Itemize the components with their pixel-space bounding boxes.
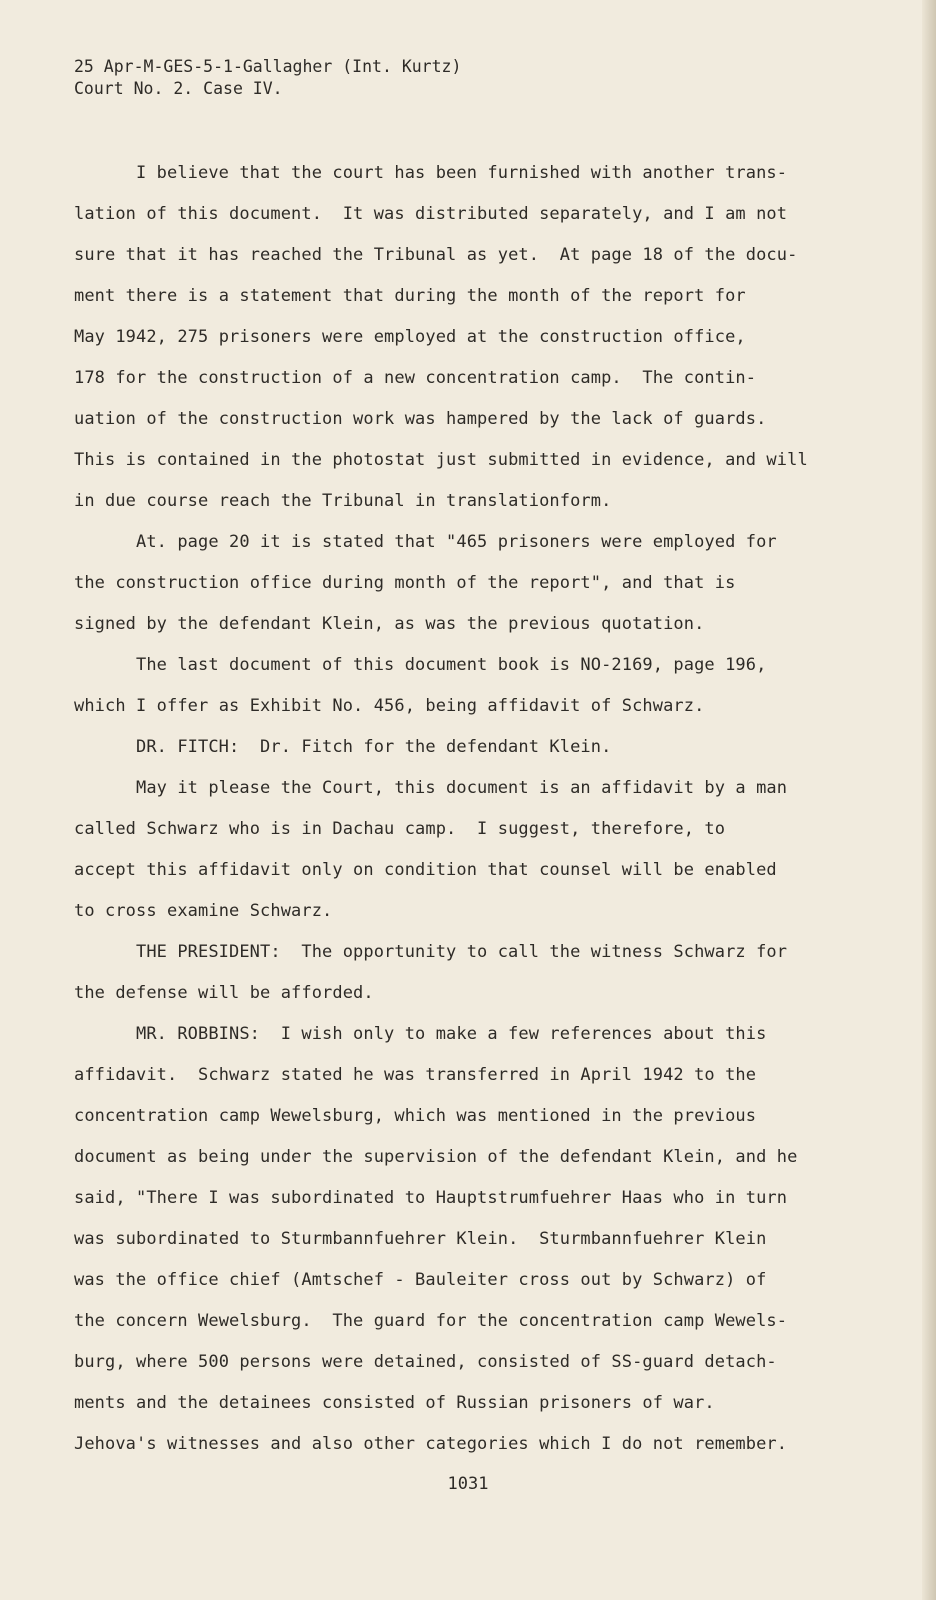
- transcript-body: [74, 153, 834, 1465]
- text-line: ment there is a statement that during the month of the report for: [74, 286, 746, 306]
- text-line: ments and the detainees consisted of Russian prisoners of war.: [74, 1393, 715, 1413]
- text-line: was the office chief (Amtschef - Bauleiter cross out by Schwarz) of: [74, 1270, 767, 1290]
- text-line: May it please the Court, this document is an affidavit by a man: [136, 778, 788, 798]
- text-line: was subordinated to Sturmbannfuehrer Klein. Sturmbannfuehrer Klein: [74, 1229, 767, 1249]
- text-line: concentration camp Wewelsburg, which was mentioned in the previous: [74, 1106, 757, 1126]
- text-line: the defense will be afforded.: [74, 983, 374, 1003]
- text-line: accept this affidavit only on condition that counsel will be enabled: [74, 860, 777, 880]
- text-line: the concern Wewelsburg. The guard for the concentration camp Wewels-: [74, 1311, 788, 1331]
- document-header: [74, 56, 461, 100]
- text-line: the construction office during month of the report", and that is: [74, 573, 736, 593]
- text-line: uation of the construction work was hampered by the lack of guards.: [74, 409, 767, 429]
- text-line: THE PRESIDENT: The opportunity to call the witness Schwarz for: [136, 942, 788, 962]
- text-line: called Schwarz who is in Dachau camp. I suggest, therefore, to: [74, 819, 726, 839]
- text-line: which I offer as Exhibit No. 456, being affidavit of Schwarz.: [74, 696, 705, 716]
- text-line: May 1942, 275 prisoners were employed at the construction office,: [74, 327, 746, 347]
- text-line: sure that it has reached the Tribunal as yet. At page 18 of the docu-: [74, 245, 798, 265]
- text-line: affidavit. Schwarz stated he was transferred in April 1942 to the: [74, 1065, 757, 1085]
- text-line: in due course reach the Tribunal in translationform.: [74, 491, 612, 511]
- header-line-2: Court No. 2. Case IV.: [74, 79, 283, 98]
- text-line: said, "There I was subordinated to Hauptstrumfuehrer Haas who in turn: [74, 1188, 788, 1208]
- text-line: I believe that the court has been furnished with another trans-: [136, 163, 788, 183]
- header-line-1: 25 Apr-M-GES-5-1-Gallagher (Int. Kurtz): [74, 57, 462, 76]
- text-line: The last document of this document book is NO-2169, page 196,: [136, 655, 767, 675]
- text-line: lation of this document. It was distributed separately, and I am not: [74, 204, 788, 224]
- text-line: 178 for the construction of a new concentration camp. The contin-: [74, 368, 757, 388]
- text-line: At. page 20 it is stated that "465 prisoners were employed for: [136, 532, 777, 552]
- text-line: document as being under the supervision of the defendant Klein, and he: [74, 1147, 798, 1167]
- text-line: to cross examine Schwarz.: [74, 901, 333, 921]
- page-edge: [922, 0, 936, 1600]
- text-line: MR. ROBBINS: I wish only to make a few references about this: [136, 1024, 767, 1044]
- text-line: burg, where 500 persons were detained, consisted of SS-guard detach-: [74, 1352, 777, 1372]
- text-line: Jehova's witnesses and also other categories which I do not remember.: [74, 1434, 788, 1454]
- text-line: This is contained in the photostat just submitted in evidence, and will: [74, 450, 808, 470]
- text-line: signed by the defendant Klein, as was the previous quotation.: [74, 614, 705, 634]
- text-line: DR. FITCH: Dr. Fitch for the defendant Klein.: [136, 737, 612, 757]
- page-number: 1031: [447, 1474, 489, 1494]
